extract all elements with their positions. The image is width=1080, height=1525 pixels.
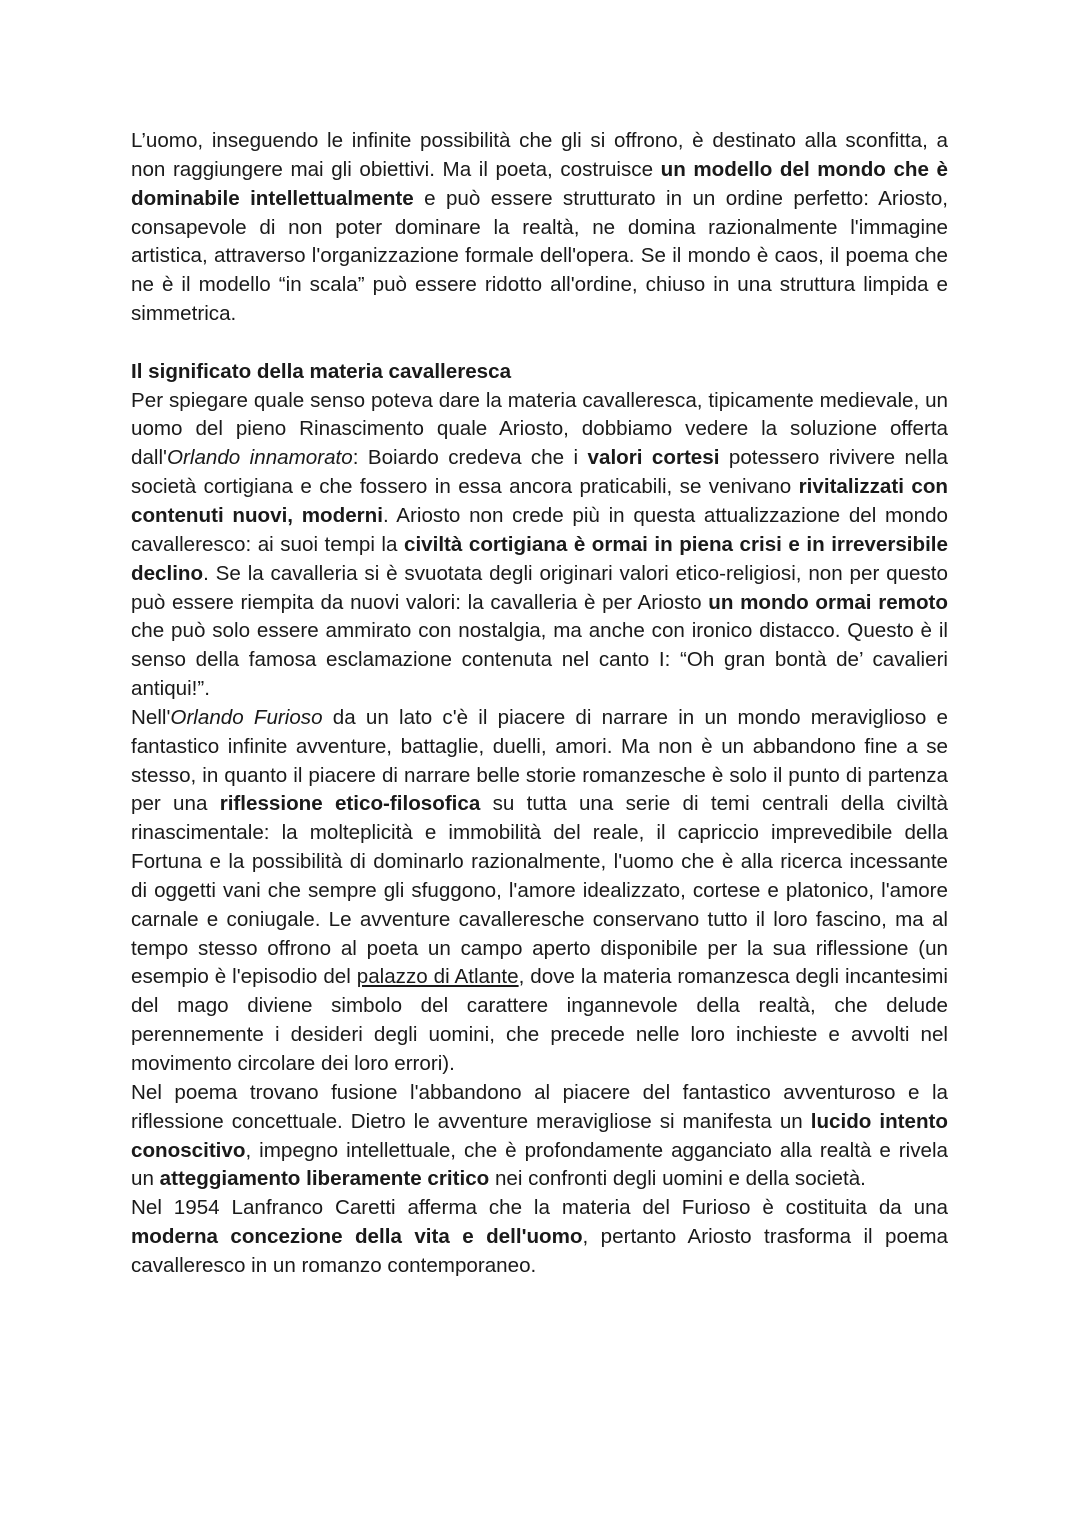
text-run: L’uomo, inseguendo le infinite possibilità che gli si offrono, è destinato alla sconfitta, a non raggiungere mai gli obiettivi. Ma il poeta, costruisce (131, 129, 948, 181)
underlined-phrase: palazzo di Atlante (356, 965, 519, 989)
section-heading: Il significato della materia cavalleresca (131, 359, 512, 383)
text-run: nei confronti degli uomini e della società. (489, 1167, 866, 1191)
bold-phrase: un modello del mondo che è dominabile intellettualmente (131, 157, 948, 210)
paragraph-furioso (131, 704, 948, 1079)
italic-title: Orlando innamorato (167, 446, 353, 470)
paragraph-caretti (131, 1194, 948, 1281)
text-run: che può solo essere ammirato con nostalgia, ma anche con ironico distacco. Questo è il senso della famosa esclamazione contenuta nel canto I: “Oh gran bontà de’ cavalieri antiqui!”. (131, 619, 948, 701)
text-run: Nel poema trovano fusione l'abbandono al piacere del fantastico avventuroso e la riflessione concettuale. Dietro le avventure meravigliose si manifesta un (131, 1080, 948, 1133)
text-run: Nel 1954 Lanfranco Caretti afferma che la materia del Furioso è costituita da una (131, 1196, 948, 1220)
paragraph-cavalleria (131, 387, 948, 704)
bold-phrase: civiltà cortigiana è ormai in piena crisi e in irreversibile declino (131, 532, 948, 585)
paragraph-intro (131, 127, 948, 329)
bold-phrase: rivitalizzati con contenuti nuovi, moderni (131, 475, 948, 527)
text-run: potessero rivivere nella società cortigiana e che fossero in essa ancora praticabili, se venivano (131, 446, 949, 499)
text-run: : Boiardo credeva che i (352, 446, 588, 470)
text-run: . Se la cavalleria si è svuotata degli originari valori etico-religiosi, non per questo può essere riempita da nuovi valori: la cavalleria è per Ariosto (131, 561, 948, 614)
bold-phrase: un mondo ormai remoto (708, 590, 948, 614)
bold-phrase: valori cortesi (587, 446, 720, 470)
italic-title: Orlando Furioso (170, 705, 323, 729)
text-run: , impegno intellettuale, che è profondamente agganciato alla realtà e rivela un (131, 1138, 948, 1191)
text-run: , dove la materia romanzesca degli incantesimi del mago diviene simbolo del carattere ingannevole della realtà, che delude perennemente i desideri degli uomini, che precede nelle loro inchieste e avvolti nel movimento circolare dei loro errori). (131, 965, 948, 1075)
bold-phrase: riflessione etico-filosofica (219, 792, 481, 816)
text-run: Per spiegare quale senso poteva dare la materia cavalleresca, tipicamente medievale, un uomo del pieno Rinascimento quale Ariosto, dobbiamo vedere la soluzione offerta dall' (131, 388, 948, 470)
text-run: da un lato c'è il piacere di narrare in un mondo meraviglioso e fantastico infinite avventure, battaglie, duelli, amori. Ma non è un abbandono fine a se stesso, in quanto il piacere di narrare belle storie romanzesche è solo il punto di partenza per una (131, 705, 948, 816)
text-run: Nell' (131, 705, 171, 729)
text-run: , pertanto Ariosto trasforma il poema cavalleresco in un romanzo contemporaneo. (131, 1225, 948, 1277)
blank-line (131, 329, 948, 358)
document-page (131, 127, 948, 1281)
text-run: . Ariosto non crede più in questa attualizzazione del mondo cavalleresco: ai suoi tempi la (131, 503, 948, 556)
text-run: su tutta una serie di temi centrali della civiltà rinascimentale: la molteplicità e immobilità del reale, il capriccio imprevedibile della Fortuna e la possibilità di dominarlo razionalmente, l'uomo che è alla ricerca incessante di oggetti vani che sempre gli sfuggono, l'amore idealizzato, cortese e platonico, l'amore carnale e coniugale. Le avventure cavalleresche conservano tutto il loro fascino, ma al tempo stesso offrono al poeta un campo aperto disponibile per la sua riflessione (un esempio è l'episodio del (131, 792, 948, 989)
bold-phrase: atteggiamento liberamente critico (159, 1167, 490, 1191)
paragraph-fusione (131, 1079, 948, 1194)
bold-phrase: lucido intento conoscitivo (131, 1109, 948, 1162)
text-run: e può essere strutturato in un ordine perfetto: Ariosto, consapevole di non poter dominare la realtà, ne domina razionalmente l'immagine artistica, attraverso l'organizzazione formale dell'opera. Se il mondo è caos, il poema che ne è il modello “in scala” può essere ridotto all'ordine, chiuso in una struttura limpida e simmetrica. (131, 186, 949, 326)
bold-phrase: moderna concezione della vita e dell'uomo (131, 1225, 583, 1249)
